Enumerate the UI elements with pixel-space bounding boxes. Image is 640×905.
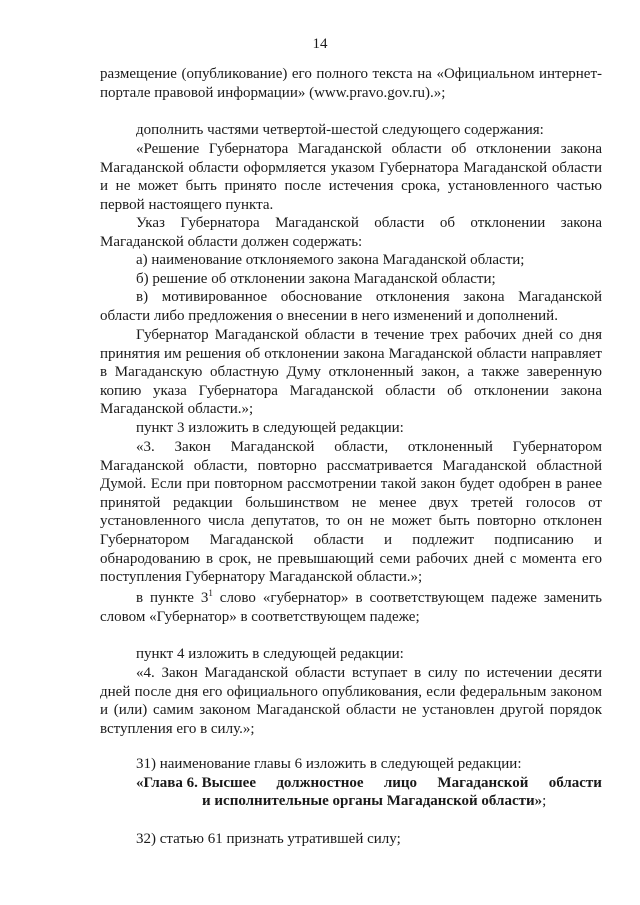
chapter-heading-line-1 [100, 774, 602, 793]
list-item-a: а) наименование отклоняемого закона Магаданской области; [136, 252, 525, 268]
paragraph-point-4-intro: пункт 4 изложить в следующей редакции: [136, 646, 404, 662]
paragraph-governor-deadline: Губернатор Магаданской области в течение трех рабочих дней со дня принятия им решения об отклонении закона Магаданской области направляет в Магаданскую областную Думу отклоненный закон, а также заверенную копию указа Губернатора Магаданской области об отклонении закона Магаданской области.»; [100, 327, 602, 418]
heading-line-2-text: и исполнительные органы Магаданской области» [202, 793, 543, 809]
paragraph-point-3-1 [100, 589, 602, 626]
list-item-b: б) решение об отклонении закона Магаданской области; [136, 271, 496, 287]
point-3-1-prefix: в пункте 3 [136, 590, 209, 606]
heading-word-4: Магаданской [437, 775, 529, 791]
paragraph-item-31: 31) наименование главы 6 изложить в следующей редакции: [136, 756, 522, 772]
heading-word-3: лицо [383, 775, 418, 791]
point-3-1-suffix: слово «губернатор» в соответствующем падеже заменить словом «Губернатор» в соответствующем падеже; [100, 590, 602, 625]
paragraph-point-4-text: «4. Закон Магаданской области вступает в силу по истечении десяти дней после дня его официального опубликования, если федеральным законом и (или) самим законом Магаданской области не установлен другой порядок вступления его в силу.»; [100, 665, 602, 737]
page-number: 14 [312, 36, 328, 52]
list-item-c: в) мотивированное обоснование отклонения закона Магаданской области либо предложения о внесении в него изменений и дополнений. [100, 289, 602, 324]
heading-line-2-semicolon: ; [542, 793, 547, 809]
superscript-1: 1 [208, 588, 213, 598]
paragraph-publication: размещение (опубликование) его полного текста на «Официальном интернет-портале правовой информации» (www.pravo.gov.ru).»; [100, 66, 602, 101]
chapter-heading-line-2 [100, 792, 602, 811]
heading-word-5: области [548, 775, 602, 791]
heading-word-1: «Глава 6. Высшее [136, 775, 256, 791]
paragraph-point-3-text: «3. Закон Магаданской области, отклоненный Губернатором Магаданской области, повторно рассматривается Магаданской областной Думой. Если при повторном рассмотрении такой закон будет одобрен в ранее принятой редакции большинством не менее двух третей голосов от установленного числа депутатов, то он не может быть повторно отклонен Губернатором Магаданской области и подлежит подписанию и обнародованию в срок, не превышающий семи рабочих дней с момента его поступления Губернатору Магаданской области.»; [100, 439, 602, 586]
paragraph-amend-parts: дополнить частями четвертой-шестой следующего содержания: [136, 122, 544, 138]
paragraph-decision-decree: «Решение Губернатора Магаданской области об отклонении закона Магаданской области оформляется указом Губернатора Магаданской области и не может быть принято после истечения срока, установленного частью первой настоящего пункта. [100, 141, 602, 213]
heading-word-2: должностное [276, 775, 364, 791]
paragraph-point-3-intro: пункт 3 изложить в следующей редакции: [136, 420, 404, 436]
paragraph-item-32: 32) статью 61 признать утратившей силу; [136, 831, 401, 847]
paragraph-decree-contents: Указ Губернатора Магаданской области об отклонении закона Магаданской области должен содержать: [100, 215, 602, 250]
